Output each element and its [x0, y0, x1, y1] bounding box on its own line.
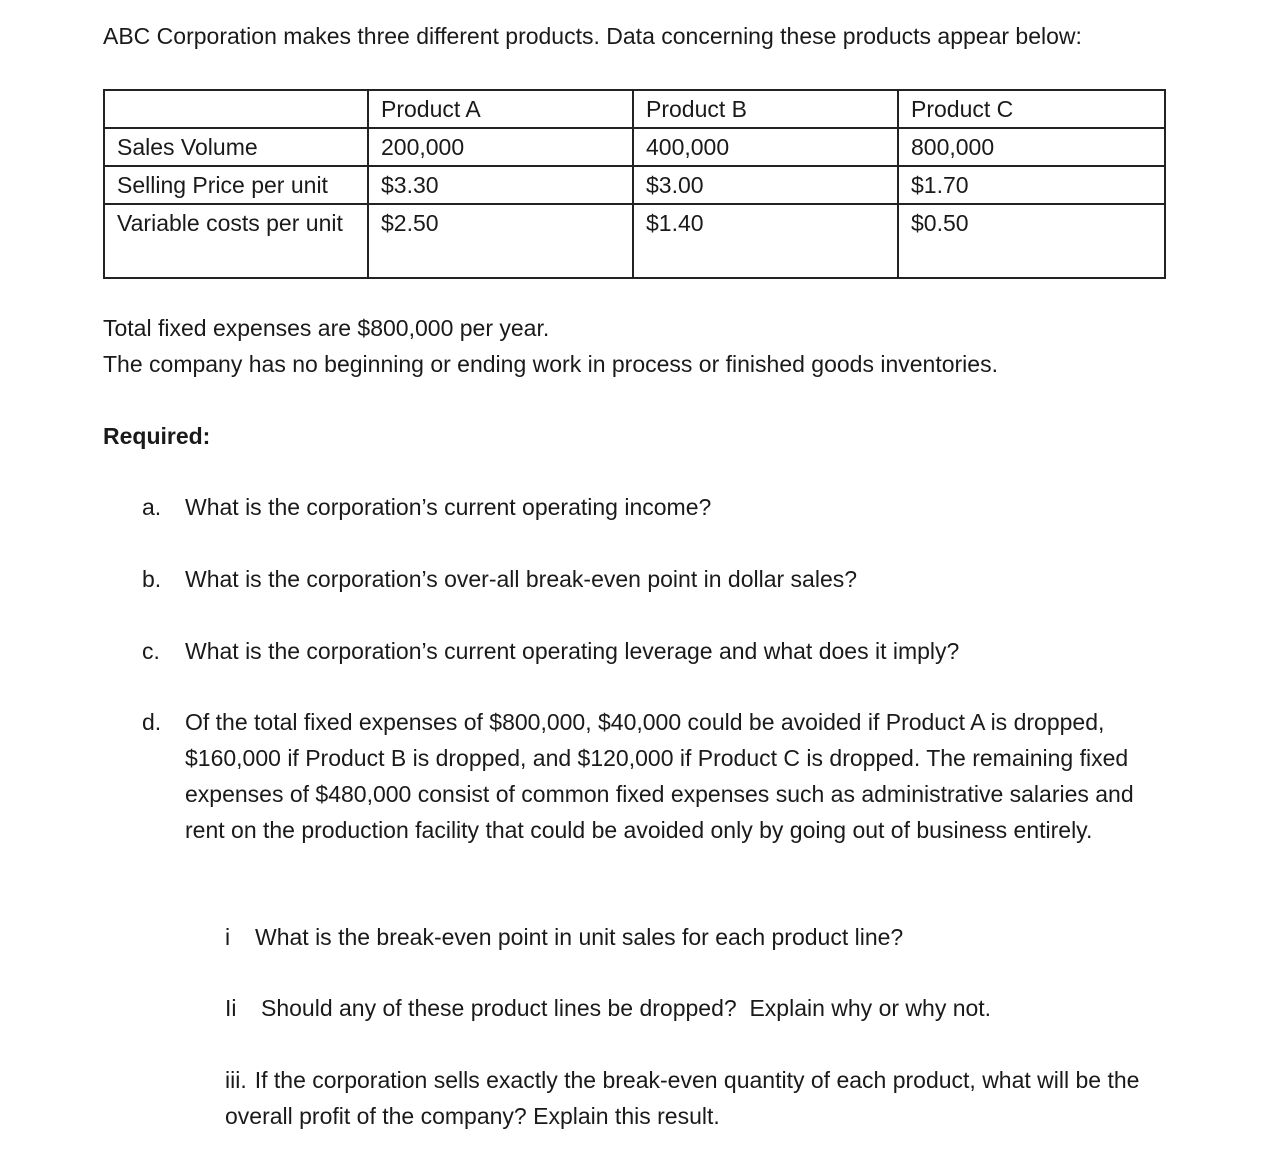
inventories-line: The company has no beginning or ending work in process or finished goods inventories. [103, 351, 998, 377]
table-cell: $2.50 [368, 204, 633, 278]
required-heading: Required: [103, 423, 211, 449]
intro-paragraph: ABC Corporation makes three different products. Data concerning these products appear below: [103, 23, 1082, 49]
question-c [142, 633, 959, 669]
sub-question-text: If the corporation sells exactly the break-even quantity of each product, what will be the overall profit of the company? Explain this result. [225, 1067, 1140, 1129]
row-label: Selling Price per unit [104, 166, 368, 204]
table-cell: $3.30 [368, 166, 633, 204]
question-text: What is the corporation’s over-all break-even point in dollar sales? [185, 566, 858, 592]
question-marker: d. [142, 709, 162, 735]
question-b [142, 561, 857, 597]
table-cell: 800,000 [898, 128, 1165, 166]
fixed-expenses-line: Total fixed expenses are $800,000 per year. [103, 315, 550, 341]
sub-question-iii [225, 1062, 1170, 1134]
table-cell: $0.50 [898, 204, 1165, 278]
header-cell: Product C [898, 90, 1165, 128]
sub-question-ii [225, 990, 991, 1026]
table-row [104, 166, 1165, 204]
header-cell: Product A [368, 90, 633, 128]
question-a [142, 489, 711, 525]
question-text: What is the corporation’s current operating income? [185, 494, 712, 520]
question-marker: a. [142, 494, 162, 520]
table-cell: 200,000 [368, 128, 633, 166]
sub-question-marker: i [225, 924, 231, 950]
fixed-expenses-text [103, 310, 998, 382]
table-row [104, 204, 1165, 278]
table-cell: 400,000 [633, 128, 898, 166]
sub-question-marker: Ii [225, 995, 237, 1021]
sub-question-marker: iii. [225, 1067, 247, 1093]
header-cell [104, 90, 368, 128]
question-marker: c. [142, 638, 160, 664]
row-label: Sales Volume [104, 128, 368, 166]
table-cell: $3.00 [633, 166, 898, 204]
table-row [104, 128, 1165, 166]
table-cell: $1.70 [898, 166, 1165, 204]
question-d [142, 704, 1162, 848]
product-data-table [103, 89, 1166, 279]
question-marker: b. [142, 566, 162, 592]
header-cell: Product B [633, 90, 898, 128]
question-text: Of the total fixed expenses of $800,000, $40,000 could be avoided if Product A is dropped, $160,000 if Product B is dropped, and $120,000 if Product C is dropped. The remaining fixed expenses of $480,000 consist of common fixed expenses such as administrative salaries and rent on the production facility that could be avoided only by going out of business entirely. [185, 709, 1134, 843]
table-header-row [104, 90, 1165, 128]
table-cell: $1.40 [633, 204, 898, 278]
row-label: Variable costs per unit [104, 204, 368, 278]
sub-question-i [225, 919, 903, 955]
sub-question-text: What is the break-even point in unit sales for each product line? [255, 924, 904, 950]
question-text: What is the corporation’s current operating leverage and what does it imply? [185, 638, 960, 664]
sub-question-text: Should any of these product lines be dropped? Explain why or why not. [261, 995, 992, 1021]
